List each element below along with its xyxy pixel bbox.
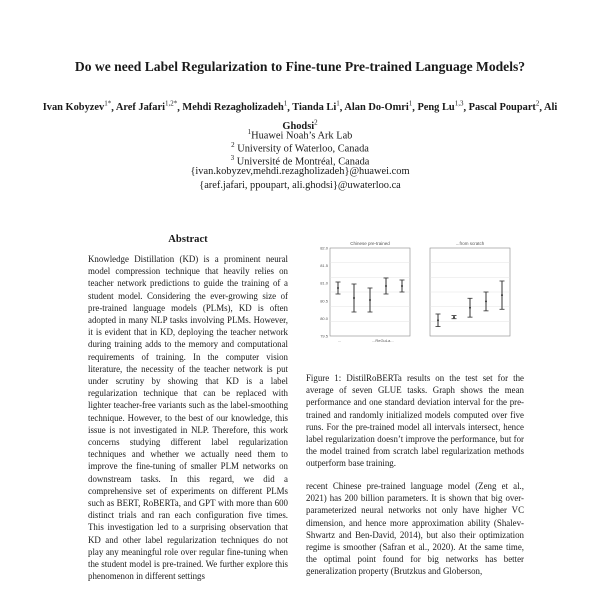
y-tick-label: 81.0	[320, 280, 328, 286]
author-list: Ivan Kobyzev$^{1*}$, Aref Jafari$^{1,2*}$, Mehdi Rezagholizadeh$^1$, Tianda Li$^1$, Alan Do-Omri$^1$, Peng Lu$^{1,3}$, Pascal Poupart$^2$, Ali Ghodsi$^2$	[42, 100, 558, 132]
y-tick-label: 81.5	[320, 263, 328, 269]
affiliation-1: $^1$Huawei Noah’s Ark Lab	[247, 128, 353, 142]
y-tick-label: 79.5	[320, 333, 328, 339]
author: Aref Jafari$^{1,2*}$	[115, 100, 178, 114]
mean-point	[485, 300, 487, 302]
author: Alan Do-Omri$^1$	[344, 100, 413, 114]
author: Mehdi Rezagholizadeh$^1$	[182, 100, 288, 114]
author: Ivan Kobyzev$^{1*}$	[42, 100, 112, 114]
figure-caption: Figure 1: DistilRoBERTa results on the test set for the average of seven GLUE tasks. Graph shows the mean performance and one standard deviation interval for the pre-trained and randomly initialized models computed over five runs. For the pre-trained model all intervals intersect, hence label regularization doesn’t improve the performance, but for the model trained from scratch label regularization methods outperform base training.	[306, 373, 524, 469]
mean-point	[353, 297, 355, 299]
chart-panel-pretrained	[320, 241, 410, 343]
author: Ali Ghodsi$^2$	[282, 102, 558, 132]
y-tick-label: 80.5	[320, 298, 328, 304]
affiliation-3: $^3$ Université de Montréal, Canada	[230, 154, 370, 168]
email-line-2: {aref.jafari, ppoupart, ali.ghodsi}@uwaterloo.ca	[199, 180, 401, 191]
x-tick-label: ...ReGuLa...	[372, 338, 394, 343]
paper-title: Do we need Label Regularization to Fine-tune Pre-trained Language Models?	[74, 59, 526, 74]
mean-point	[437, 319, 439, 321]
chart-panel-scratch	[430, 241, 510, 336]
abstract-text: Knowledge Distillation (KD) is a prominent neural model compression technique that heavily relies on teacher network predictions to guide the training of a student model. Considering the ever-growing size of pre-trained language models (PLMs), KD is often adopted in many NLP tasks involving PLMs. However, it is evident that in KD, deploying the teacher network during training adds to the memory and computational requirements of training. In the computer vision literature, the necessity of the teacher network is put under scrutiny by showing that KD is a label regularization technique that can be replaced with lighter teacher-free variants such as the label-smoothing technique. However, to the best of our knowledge, this issue is not investigated in NLP. Therefore, this work concerns studying different label regularization techniques and whether we actually need them to improve the fine-tuning of smaller PLM networks on downstream tasks. In this regard, we did a comprehensive set of experiments on different PLMs such as BERT, RoBERTa, and GPT with more than 600 distinct trials and ran each configuration five times. This investigation led to a surprising observation that KD and other label regularization techniques do not play any meaningful role over regular fine-tuning when the student model is pre-trained. We further explore this phenomenon in different settings	[88, 254, 288, 582]
mean-point	[401, 285, 403, 287]
y-tick-label: 82.0	[320, 245, 328, 251]
author: Peng Lu$^{1,3}$	[417, 100, 464, 114]
right-column-text: recent Chinese pre-trained language model (Zeng et al., 2021) has 200 billion parameters. It is shown that big over-parameterized neural networks not only have higher VC dimension, and hence more approximation ability (Shalev-Shwartz and Ben-David, 2014), but also their optimization regime is smoother (Safran et al., 2020). At the same time, the optimal point found for big networks has better generalization property (Brutzkus and Globerson,	[306, 481, 524, 577]
email-line-1: {ivan.kobyzev,mehdi.rezagholizadeh}@huawei.com	[190, 166, 410, 177]
mean-point	[469, 307, 471, 309]
abstract-heading: Abstract	[168, 234, 208, 245]
mean-point	[369, 299, 371, 301]
mean-point	[453, 316, 455, 318]
panel-title: ...from scratch	[455, 241, 485, 246]
mean-point	[385, 285, 387, 287]
author: Tianda Li$^1$	[292, 100, 340, 114]
affiliation-2: $^2$ University of Waterloo, Canada	[231, 141, 369, 155]
y-tick-label: 80.0	[320, 315, 328, 321]
mean-point	[501, 294, 503, 296]
mean-point	[337, 287, 339, 289]
author: Pascal Poupart$^2$	[468, 100, 540, 114]
panel-title: Chinese pre-trained	[350, 241, 390, 246]
figure-1-chart	[306, 236, 524, 356]
x-tick-label: ...	[338, 338, 342, 343]
